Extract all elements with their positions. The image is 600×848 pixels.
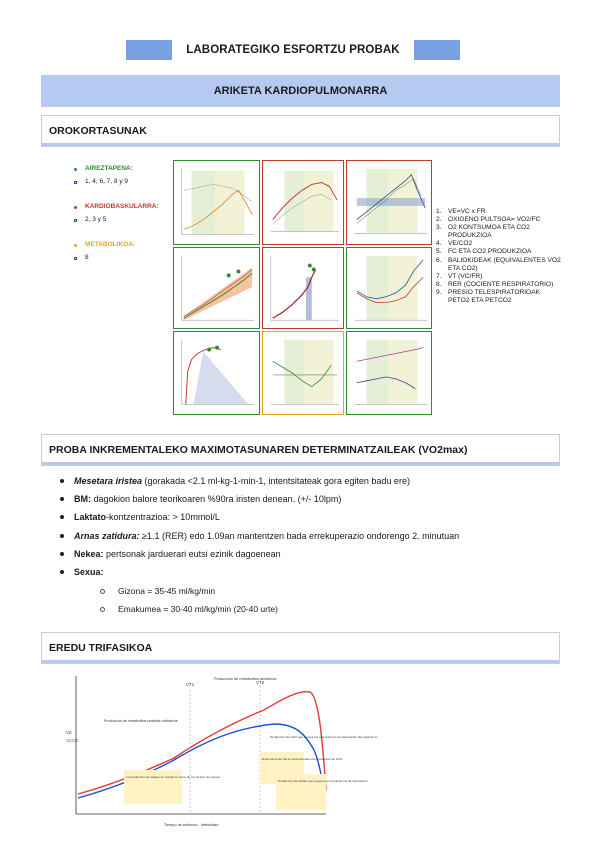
y-label-bot: VCO2 xyxy=(66,738,79,743)
vt1-label: VT1 xyxy=(186,682,195,687)
list-item: 8. RER (COCIENTE RESPIRATORIO) xyxy=(436,280,554,288)
list-item: 9. PRESIO TELESPIRATORIOAK PETO2 ETA PETCO2 xyxy=(436,288,540,305)
list-item: 5. FC ETA CO2 PRODUKZIOA xyxy=(436,248,532,256)
bullet-item: BM: dagokion balore teorikoaren %90ra iristen denean. (+/- 10lpm) xyxy=(60,494,341,504)
list-item: 4. VE/CO2 xyxy=(436,240,473,248)
cpet-panel-7 xyxy=(173,331,260,415)
bullet-item: Laktato-kontzentrazioa: > 10mmol/L xyxy=(60,512,220,522)
page-header xyxy=(126,40,460,60)
list-item: 6. BALIOKIDEAK (EQUIVALENTES VO2 ETA CO2) xyxy=(436,256,561,272)
header-accent-left xyxy=(126,40,172,60)
legend-label-metabolic: METABOLIKOA: xyxy=(74,241,159,250)
bullet-item: Nekea: pertsonak jarduerari eutsi ezinik dagoenean xyxy=(60,549,281,559)
variables-list xyxy=(436,208,562,305)
cpet-panel-2 xyxy=(262,160,344,245)
note-bottom-left: La producción de lactato se mantiene cerca de los niveles de reposo xyxy=(126,775,221,779)
list-item: 2. OXIGENO PULTSOA= VO2/FC xyxy=(436,216,541,224)
legend-items-ventilation: 1, 4, 6, 7, 8 y 9 xyxy=(74,178,159,187)
cpet-panel-8 xyxy=(262,331,344,415)
triphasic-model-figure xyxy=(64,672,378,830)
cpet-panel-9 xyxy=(346,331,432,415)
page-title: LABORATEGIKO ESFORTZU PROBAK xyxy=(186,44,400,56)
list-item: 7. VT (VC/FR) xyxy=(436,272,483,280)
note-mid: El aumento de VE es proporcional a la producción de CO2 xyxy=(262,757,343,761)
section-heading-text: PROBA INKREMENTALEKO MAXIMOTASUNAREN DETERMINATZAILEAK (VO2max) xyxy=(49,444,468,456)
note-left: Producción de metabolitos posibles oxidativos xyxy=(104,719,178,723)
section-heading-trifasikoa xyxy=(41,632,560,664)
vt2-label: VT2 xyxy=(256,680,265,685)
cpet-panel-4 xyxy=(173,247,260,329)
legend-items-cardio: 2, 3 y 5 xyxy=(74,216,159,225)
section-heading-text: OROKORTASUNAK xyxy=(49,125,147,137)
note-top: Producción de metabolitos aeróbicos xyxy=(214,677,277,681)
bullet-item: Mesetara iristea (gorakada <2.1 ml-kg-1-min-1, intentsitateak gora egiten badu ere) xyxy=(60,476,410,486)
header-accent-right xyxy=(414,40,460,60)
cpet-panel-3 xyxy=(346,160,432,245)
legend-label-ventilation: AIREZTAPENA: xyxy=(74,165,159,174)
system-legend xyxy=(74,165,159,263)
note-bottom-right: Producción de lactato que supera los mecanismos de eliminación xyxy=(278,779,368,783)
cpet-panel-1 xyxy=(173,160,260,245)
bullet-item: Arnas zatidura: ≥1.1 (RER) edo 1.09an mantentzen bada errekuperazio ondorengo 2. minutuan xyxy=(60,531,459,541)
section-heading-text: EREDU TRIFASIKOA xyxy=(49,642,153,654)
section-banner: ARIKETA KARDIOPULMONARRA xyxy=(41,75,560,107)
cpet-panel-5 xyxy=(262,247,344,329)
x-axis-label: Tiempo de esfuerzo - Intensidad xyxy=(164,823,219,827)
sub-bullet-item: Emakumea = 30-40 ml/kg/min (20-40 urte) xyxy=(100,604,278,614)
section-heading-orokortasunak xyxy=(41,115,560,147)
list-item: 1. VE=VC x FR xyxy=(436,208,486,215)
note-right: Producción de CO2 que supera los mecanismos de eliminación del organismo xyxy=(270,735,378,739)
list-item: 3. O2 KONTSUMOA ETA CO2 PRODUKZIOA xyxy=(436,224,530,240)
y-label-top: VE xyxy=(66,730,73,735)
bullet-item: Sexua: xyxy=(60,567,104,577)
legend-items-metabolic: 8 xyxy=(74,254,159,263)
section-heading-vo2max xyxy=(41,434,560,466)
legend-label-cardio: KARDIOBASKULARRA: xyxy=(74,203,159,212)
sub-bullet-item: Gizona = 35-45 ml/kg/min xyxy=(100,586,215,596)
cpet-panel-6 xyxy=(346,247,432,329)
